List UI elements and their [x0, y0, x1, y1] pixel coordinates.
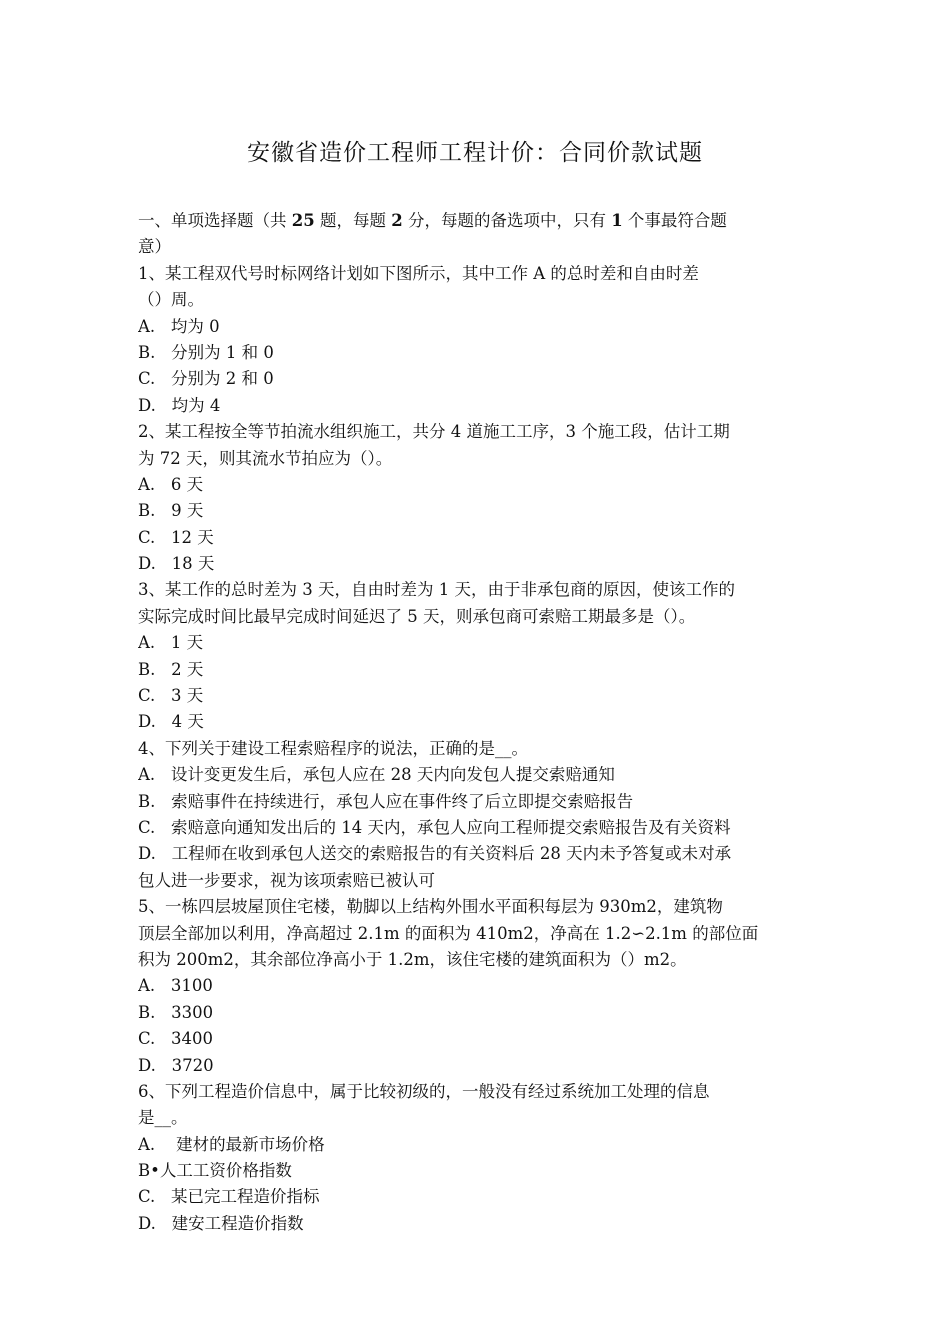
question-2 — [138, 419, 818, 577]
answer-option: A. 6 天 — [138, 474, 204, 494]
question-stem-line: 5、一栋四层坡屋顶住宅楼，勒脚以上结构外围水平面积每层为 930m2，建筑物 — [138, 897, 723, 917]
answer-option: B. 9 天 — [138, 501, 204, 521]
answer-option: A. 建材的最新市场价格 — [138, 1134, 325, 1154]
points-per-question: 2 — [391, 211, 403, 230]
answer-option: C. 12 天 — [138, 527, 214, 547]
answer-option: A. 3100 — [138, 976, 213, 996]
question-stem-line: 为 72 天，则其流水节拍应为（）。 — [138, 448, 393, 468]
document-title: 安徽省造价工程师工程计价：合同价款试题 — [247, 140, 703, 166]
answer-option: D. 均为 4 — [138, 395, 221, 415]
answer-option: D. 3720 — [138, 1055, 214, 1075]
answer-option: D. 4 天 — [138, 712, 204, 732]
question-stem-line: 3、某工作的总时差为 3 天，自由时差为 1 天，由于非承包商的原因，使该工作的 — [138, 580, 735, 600]
answer-option: A. 1 天 — [138, 633, 204, 653]
answer-option: B. 分别为 1 和 0 — [138, 342, 274, 362]
section-heading-text: 分，每题的备选项中，只有 — [402, 211, 612, 230]
question-count: 25 — [291, 211, 315, 230]
question-list — [138, 261, 818, 1237]
answer-option: B. 2 天 — [138, 659, 204, 679]
question-stem-line: 2、某工程按全等节拍流水组织施工，共分 4 道施工工序，3 个施工段，估计工期 — [138, 422, 730, 442]
question-stem-line: 1、某工程双代号时标网络计划如下图所示，其中工作 A 的总时差和自由时差 — [138, 263, 699, 283]
section-heading-text: 个事最符合题 — [622, 211, 727, 230]
question-1 — [138, 261, 818, 419]
section-heading — [138, 208, 818, 234]
question-stem-line: 是__。 — [138, 1108, 188, 1128]
answer-option: D. 18 天 — [138, 554, 215, 574]
answer-option: C. 某已完工程造价指标 — [138, 1187, 320, 1207]
answer-option: A. 设计变更发生后，承包人应在 28 天内向发包人提交索赔通知 — [138, 765, 615, 785]
answer-option: C. 索赔意向通知发出后的 14 天内，承包人应向工程师提交索赔报告及有关资料 — [138, 817, 731, 837]
answer-option: C. 3400 — [138, 1029, 214, 1049]
answer-option: D. 建安工程造价指数 — [138, 1213, 304, 1233]
answer-option: B•人工工资价格指数 — [138, 1161, 292, 1181]
question-stem-line: （）周。 — [138, 290, 204, 310]
question-stem-line: 顶层全部加以利用，净高超过 2.1m 的面积为 410m2，净高在 1.2∽2.1m 的部位面 — [138, 923, 759, 943]
answer-option: B. 索赔事件在持续进行，承包人应在事件终了后立即提交索赔报告 — [138, 791, 634, 811]
answer-option: 包人进一步要求，视为该项索赔已被认可 — [138, 870, 435, 890]
question-5 — [138, 894, 818, 1079]
question-3 — [138, 577, 818, 735]
question-stem-line: 6、下列工程造价信息中，属于比较初级的，一般没有经过系统加工处理的信息 — [138, 1081, 710, 1101]
question-stem-line: 4、下列关于建设工程索赔程序的说法，正确的是__。 — [138, 738, 528, 758]
answer-option: D. 工程师在收到承包人送交的索赔报告的有关资料后 28 天内未予答复或未对承 — [138, 844, 732, 864]
section-heading-continued: 意） — [138, 237, 171, 257]
answer-option: C. 3 天 — [138, 686, 204, 706]
question-stem-line: 积为 200m2，其余部位净高小于 1.2m，该住宅楼的建筑面积为（）m2。 — [138, 949, 687, 969]
question-stem-line: 实际完成时间比最早完成时间延迟了 5 天，则承包商可索赔工期最多是（）。 — [138, 606, 696, 626]
answer-option: B. 3300 — [138, 1002, 214, 1022]
section-heading-text: 题，每题 — [314, 211, 392, 230]
section-heading-text: 一、单项选择题（共 — [138, 211, 292, 230]
question-4 — [138, 736, 818, 894]
document-body — [138, 208, 818, 1237]
correct-option-count: 1 — [611, 211, 623, 230]
answer-option: A. 均为 0 — [138, 316, 220, 336]
answer-option: C. 分别为 2 和 0 — [138, 369, 274, 389]
question-6 — [138, 1079, 818, 1237]
